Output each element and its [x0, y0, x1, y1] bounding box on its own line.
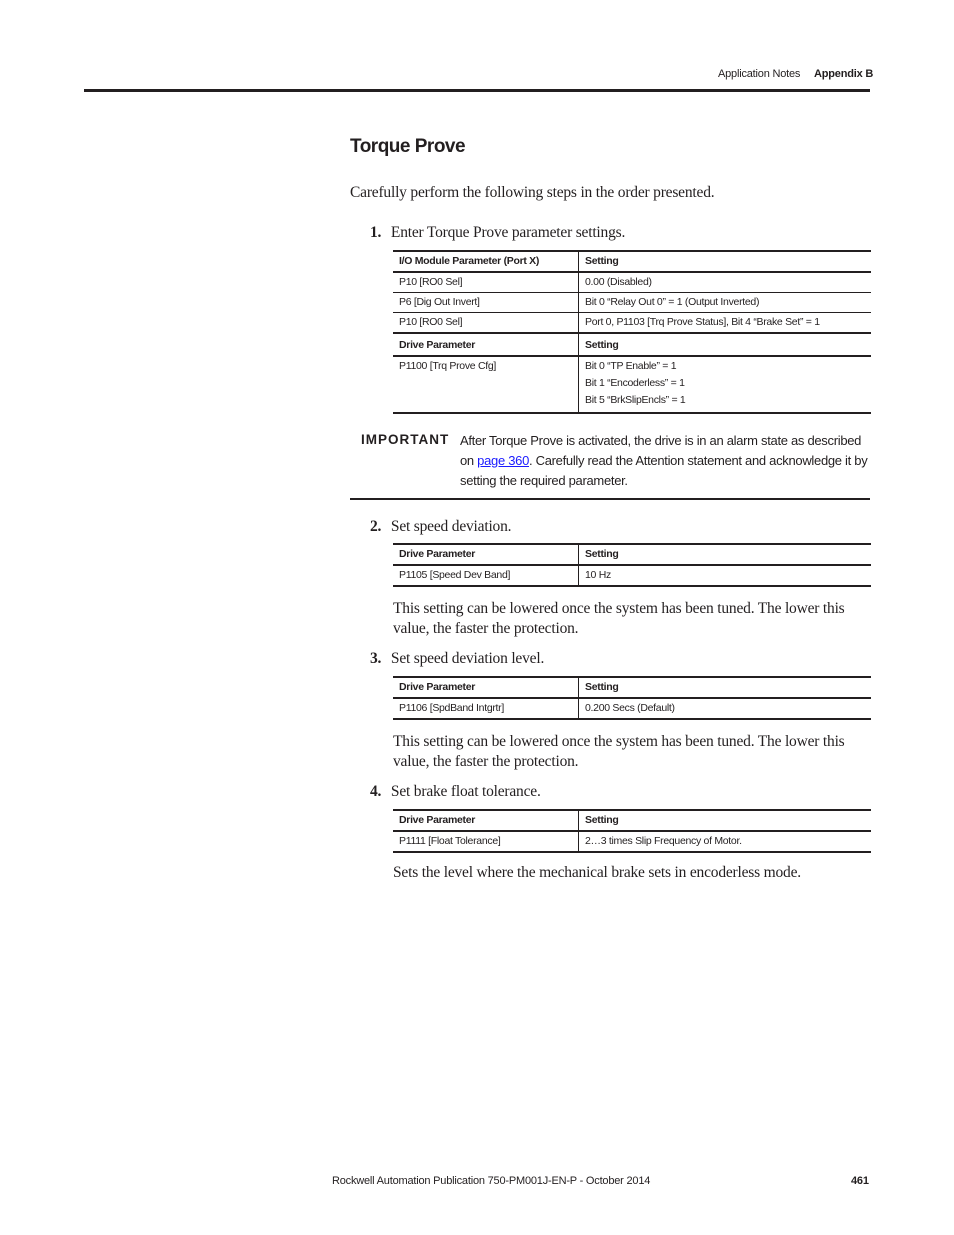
column-header: Drive Parameter [393, 333, 579, 356]
header-appendix: Appendix B [814, 68, 874, 80]
step-number: 3. [370, 650, 382, 667]
parameter-cell: P1105 [Speed Dev Band] [393, 565, 579, 586]
table-row [393, 356, 871, 413]
parameter-cell: P10 [RO0 Sel] [393, 313, 579, 334]
parameter-cell: P6 [Dig Out Invert] [393, 293, 579, 313]
column-header: Setting [579, 810, 872, 831]
setting-cell: Bit 0 “Relay Out 0” = 1 (Output Inverted) [579, 293, 872, 313]
setting-cell: Port 0, P1103 [Trq Prove Status], Bit 4 “Brake Set” = 1 [579, 313, 872, 334]
setting-cell: 0.200 Secs (Default) [579, 698, 872, 719]
important-text [460, 431, 870, 491]
note-4: Sets the level where the mechanical brake sets in encoderless mode. [393, 864, 801, 881]
column-header: Setting [579, 251, 872, 272]
page-number: 461 [851, 1175, 869, 1187]
column-header: Setting [579, 333, 872, 356]
step-3 [370, 650, 544, 668]
speed-dev-band-table [393, 543, 871, 587]
header-rule [84, 89, 870, 92]
step-4 [370, 783, 541, 801]
table-row [393, 272, 871, 293]
page-title: Torque Prove [350, 136, 466, 157]
torque-prove-table [393, 250, 871, 414]
footer-publication: Rockwell Automation Publication 750-PM001J-EN-P - October 2014 [332, 1175, 651, 1187]
intro-text: Carefully perform the following steps in the order presented. [350, 184, 715, 201]
parameter-cell: P1106 [SpdBand Intgrtr] [393, 698, 579, 719]
note-3: This setting can be lowered once the system has been tuned. The lower this value, the faster the protection. [393, 733, 845, 770]
parameter-cell: P1111 [Float Tolerance] [393, 831, 579, 852]
table-row [393, 698, 871, 719]
header-section: Application Notes [718, 68, 801, 80]
column-header: Drive Parameter [393, 677, 579, 698]
important-text-start: After Torque Prove is activated, the drive is in an alarm state as described on [460, 433, 862, 468]
setting-line: Bit 5 “BrkSlipEncls” = 1 [585, 394, 686, 406]
important-text-end: . Carefully read the Attention statement and acknowledge it by setting the required parameter. [460, 453, 868, 488]
column-header: Setting [579, 677, 872, 698]
column-header: Drive Parameter [393, 544, 579, 565]
setting-cell: 10 Hz [579, 565, 872, 586]
table-row [393, 565, 871, 586]
page-360-link[interactable]: page 360 [477, 453, 529, 468]
speed-band-integrator-table [393, 676, 871, 720]
table-row [393, 313, 871, 334]
step-text: Set speed deviation. [390, 518, 512, 535]
step-2 [370, 518, 511, 536]
step-text: Enter Torque Prove parameter settings. [390, 224, 626, 241]
setting-cell: 0.00 (Disabled) [579, 272, 872, 293]
float-tolerance-table [393, 809, 871, 853]
parameter-cell: P10 [RO0 Sel] [399, 276, 463, 288]
note-2: This setting can be lowered once the system has been tuned. The lower this value, the faster the protection. [393, 600, 845, 637]
column-header: I/O Module Parameter (Port X) [393, 251, 579, 272]
column-header: Drive Parameter [393, 810, 579, 831]
setting-line: Bit 0 “TP Enable” = 1 [585, 360, 677, 372]
step-number: 2. [370, 518, 382, 535]
table-row [393, 293, 871, 313]
step-text: Set brake float tolerance. [390, 783, 541, 800]
setting-cell [579, 356, 872, 413]
step-number: 4. [370, 783, 382, 800]
setting-line: Bit 1 “Encoderless” = 1 [585, 377, 685, 389]
table-row [393, 831, 871, 852]
step-text: Set speed deviation level. [390, 650, 545, 667]
step-1 [370, 224, 625, 242]
setting-cell: 2…3 times Slip Frequency of Motor. [579, 831, 872, 852]
parameter-cell: P1100 [Trq Prove Cfg] [393, 356, 579, 413]
step-number: 1. [370, 224, 382, 241]
column-header: Setting [579, 544, 872, 565]
important-label: IMPORTANT [361, 432, 450, 447]
